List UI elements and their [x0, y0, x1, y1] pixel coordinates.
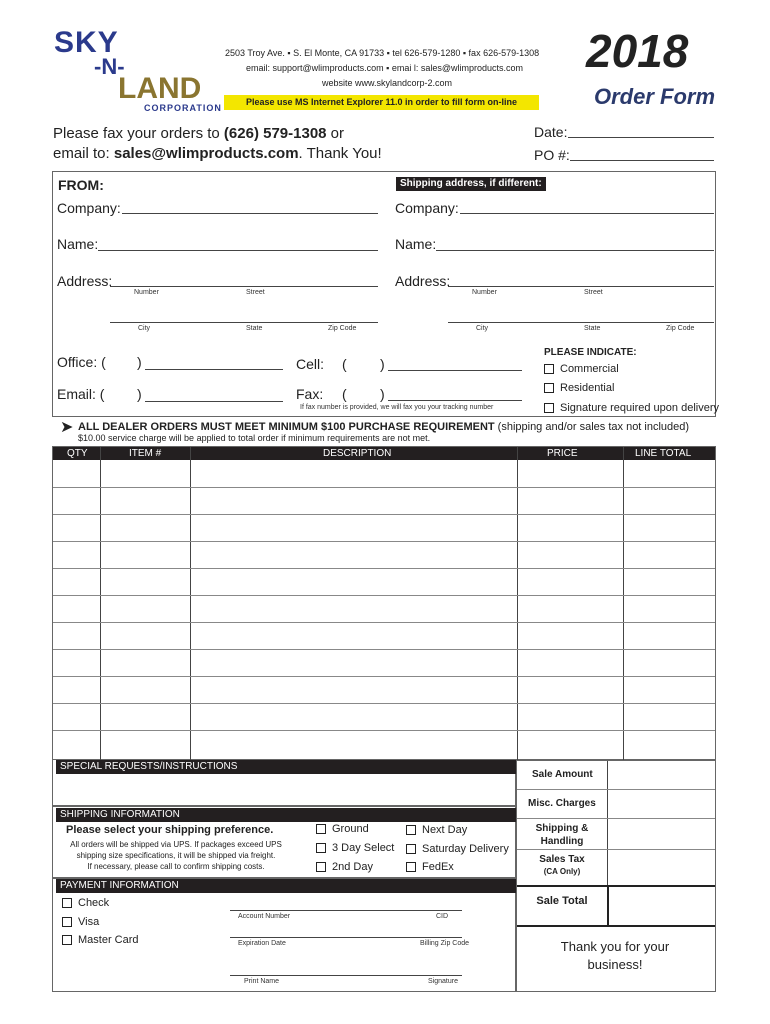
row-divider: [517, 849, 715, 850]
row-divider: [53, 541, 715, 542]
account-number-caption: Account Number: [238, 913, 291, 920]
checkbox[interactable]: [544, 383, 554, 393]
checkbox[interactable]: [406, 844, 416, 854]
row-divider: [517, 925, 715, 927]
po-field[interactable]: [570, 160, 714, 161]
dealer-requirement: ALL DEALER ORDERS MUST MEET MINIMUM $100 PURCHASE REQUIREMENT (shipping and/or sales tax not included): [78, 421, 690, 433]
indicate-signature[interactable]: Signature required upon delivery: [544, 402, 719, 414]
row-divider: [53, 703, 715, 704]
office-paren-close: ): [137, 354, 142, 370]
col-divider: [517, 447, 518, 761]
ship-saturday[interactable]: Saturday Delivery: [406, 843, 509, 855]
shipping-address-title: Shipping address, if different:: [396, 177, 546, 191]
col-item-header: ITEM #: [129, 448, 162, 459]
ship-name-label: Name:: [395, 236, 437, 252]
col-divider: [623, 447, 624, 761]
fax-label: Fax:: [296, 386, 324, 402]
ship-company-field[interactable]: [460, 213, 714, 214]
pay-mastercard[interactable]: Master Card: [62, 934, 139, 946]
ship-address-street-field[interactable]: [448, 286, 714, 287]
col-divider: [607, 761, 608, 885]
col-divider: [190, 447, 191, 761]
row-divider: [53, 595, 715, 596]
account-number-field[interactable]: [230, 910, 462, 911]
row-divider: [53, 487, 715, 488]
email-paren-close: ): [137, 386, 142, 402]
email-phone-label: Email: (: [57, 386, 105, 402]
row-divider: [517, 885, 715, 887]
checkbox[interactable]: [544, 364, 554, 374]
company-label: Company:: [57, 200, 121, 216]
sales-tax-label: Sales Tax: [539, 854, 585, 865]
fax-paren-close: ): [380, 386, 385, 402]
checkbox[interactable]: [316, 824, 326, 834]
ship-ground[interactable]: Ground: [316, 823, 369, 835]
checkbox[interactable]: [316, 862, 326, 872]
indicate-commercial[interactable]: Commercial: [544, 363, 619, 375]
company-field[interactable]: [122, 213, 378, 214]
ship-street-caption: Street: [584, 289, 603, 296]
email-phone-field[interactable]: [145, 401, 283, 402]
ship-zip-caption: Zip Code: [666, 325, 695, 332]
ship-city-caption: City: [476, 325, 489, 332]
checkbox[interactable]: [62, 935, 72, 945]
thank-you-message: Thank you for your business!: [560, 939, 670, 972]
address-street-field[interactable]: [110, 286, 378, 287]
ship-next-day[interactable]: Next Day: [406, 824, 467, 836]
from-title: FROM:: [58, 177, 104, 193]
service-charge-note: $10.00 service charge will be applied to total order if minimum requirements are not met.: [78, 433, 431, 443]
row-divider: [53, 676, 715, 677]
expiration-field[interactable]: [230, 937, 462, 938]
fax-number: (626) 579-1308: [223, 125, 327, 142]
name-label: Name:: [57, 236, 99, 252]
ship-state-caption: State: [584, 325, 601, 332]
email-instruction: email to: sales@wlimproducts.com. Thank You!: [53, 145, 382, 162]
pay-visa[interactable]: Visa: [62, 916, 99, 928]
shipping-note: All orders will be shipped via UPS. If packages exceed UPS shipping size specifications, it will be shipped via freight. If necessary, please call to confirm shipping costs.: [70, 840, 282, 871]
col-price-header: PRICE: [547, 448, 578, 459]
fax-paren-open: (: [342, 386, 347, 402]
checkbox[interactable]: [406, 825, 416, 835]
row-divider: [53, 622, 715, 623]
col-linetotal-header: LINE TOTAL: [635, 448, 692, 459]
ship-number-caption: Number: [472, 289, 497, 296]
city-caption: City: [138, 325, 151, 332]
row-divider: [53, 730, 715, 731]
date-label: Date:: [534, 124, 568, 140]
po-label: PO #:: [534, 147, 570, 163]
company-address: 2503 Troy Ave. ▪ S. El Monte, CA 91733 ▪ tel 626-579-1280 ▪ fax 626-579-1308: [225, 48, 540, 58]
logo-land: LAND: [118, 72, 202, 105]
ship-address-city-field[interactable]: [448, 322, 714, 323]
date-field[interactable]: [568, 137, 714, 138]
logo-n: -N-: [94, 54, 125, 79]
cell-field[interactable]: [388, 370, 522, 371]
row-divider: [53, 649, 715, 650]
street-caption: Street: [246, 289, 265, 296]
expiration-caption: Expiration Date: [238, 940, 286, 947]
ca-only-label: (CA Only): [543, 867, 581, 876]
indicate-title: PLEASE INDICATE:: [544, 347, 637, 358]
row-divider: [517, 789, 715, 790]
col-qty-header: QTY: [67, 448, 88, 459]
state-caption: State: [246, 325, 263, 332]
col-divider: [100, 447, 101, 761]
indicate-residential[interactable]: Residential: [544, 382, 614, 394]
address-city-field[interactable]: [110, 322, 378, 323]
signature-caption: Signature: [428, 978, 458, 985]
logo-corporation: CORPORATION: [144, 103, 222, 113]
cid-caption: CID: [436, 913, 449, 920]
fax-field[interactable]: [388, 400, 522, 401]
form-title: Order Form: [594, 84, 716, 109]
browser-notice: Please use MS Internet Explorer 11.0 in order to fill form on-line: [224, 95, 539, 110]
number-caption: Number: [134, 289, 159, 296]
checkbox[interactable]: [316, 843, 326, 853]
shipping-info-title: SHIPPING INFORMATION: [56, 808, 516, 822]
col-description-header: DESCRIPTION: [323, 448, 392, 459]
ship-address-label: Address:: [395, 273, 451, 289]
checkbox[interactable]: [62, 917, 72, 927]
ship-3-day[interactable]: 3 Day Select: [316, 842, 394, 854]
ship-2nd-day[interactable]: 2nd Day: [316, 861, 373, 873]
form-year: 2018: [586, 25, 689, 77]
row-divider: [53, 568, 715, 569]
pay-check[interactable]: Check: [62, 897, 109, 909]
shipping-preference-label: Please select your shipping preference.: [66, 824, 274, 836]
ship-name-field[interactable]: [436, 250, 714, 251]
zip-caption: Zip Code: [328, 325, 357, 332]
company-email: email: support@wlimproducts.com ▪ emai l: sales@wlimproducts.com: [246, 63, 524, 73]
checkbox[interactable]: [62, 898, 72, 908]
cell-paren-open: (: [342, 356, 347, 372]
office-label: Office: (: [57, 354, 106, 370]
fax-note: If fax number is provided, we will fax you your tracking number: [300, 404, 494, 411]
company-website: website www.skylandcorp-2.com: [322, 78, 453, 88]
office-phone-field[interactable]: [145, 369, 283, 370]
sales-email: sales@wlimproducts.com: [113, 145, 299, 162]
address-label: Address:: [57, 273, 113, 289]
col-divider: [607, 885, 609, 925]
row-divider: [517, 818, 715, 819]
order-table: [52, 446, 716, 760]
print-name-field[interactable]: [230, 975, 462, 976]
cell-paren-close: ): [380, 356, 385, 372]
fax-instruction: Please fax your orders to (626) 579-1308 or: [53, 125, 345, 142]
logo-sky: SKY: [54, 26, 119, 59]
checkbox[interactable]: [406, 862, 416, 872]
shipping-handling-label: Shipping & Handling: [535, 823, 589, 847]
billing-zip-caption: Billing Zip Code: [420, 940, 470, 947]
name-field[interactable]: [98, 250, 378, 251]
print-name-caption: Print Name: [244, 978, 280, 985]
row-divider: [53, 514, 715, 515]
ship-company-label: Company:: [395, 200, 459, 216]
special-requests-title: SPECIAL REQUESTS/INSTRUCTIONS: [56, 760, 516, 774]
payment-info-title: PAYMENT INFORMATION: [56, 879, 516, 893]
sale-total-label: Sale Total: [536, 895, 588, 907]
misc-charges-label: Misc. Charges: [528, 798, 596, 809]
arrow-icon: ➤: [60, 419, 74, 436]
sale-amount-label: Sale Amount: [532, 769, 593, 780]
ship-fedex[interactable]: FedEx: [406, 861, 454, 873]
company-logo: [48, 26, 222, 116]
checkbox[interactable]: [544, 403, 554, 413]
cell-label: Cell:: [296, 356, 325, 372]
